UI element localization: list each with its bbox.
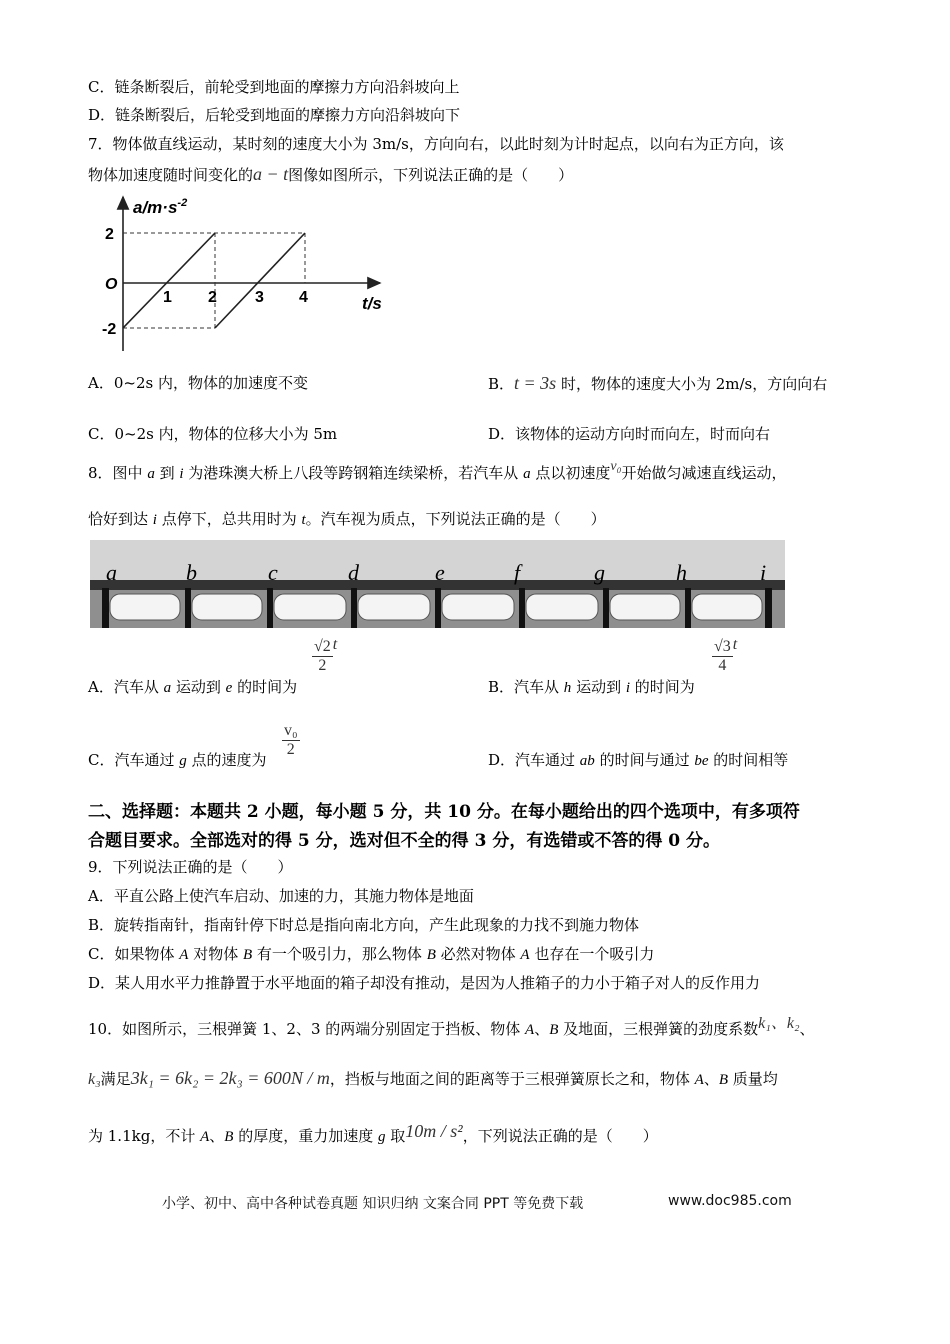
q6-option-d: D．链条断裂后，后轮受到地面的摩擦力方向沿斜坡向下 xyxy=(88,106,461,124)
bridge-label-f: f xyxy=(514,560,521,585)
x-axis-label: t/s xyxy=(362,294,382,313)
x-tick-4: 4 xyxy=(299,289,308,306)
x-tick-1: 1 xyxy=(163,289,172,306)
footer-url[interactable]: www.doc985.com xyxy=(668,1193,792,1209)
bridge-label-e: e xyxy=(435,560,445,585)
section2-header-line2: 合题目要求。全部选对的得 5 分，选对但不全的得 3 分，有选错或不答的得 0 分。 xyxy=(88,831,720,851)
q9-option-d: D．某人用水平力推静置于水平地面的箱子却没有推动，是因为人推箱子的力小于箱子对人的反作用力 xyxy=(88,974,761,992)
q9-option-b: B．旋转指南针，指南针停下时总是指向南北方向，产生此现象的力找不到施力物体 xyxy=(88,916,640,934)
bridge-label-d: d xyxy=(348,560,359,585)
bridge-label-b: b xyxy=(186,560,197,585)
bridge-label-h: h xyxy=(676,560,687,585)
x-tick-3: 3 xyxy=(255,289,264,306)
q10-stem-line1: 10．如图所示，三根弹簧 1、2、3 的两端分别固定于挡板、物体 A、B 及地面，三根弹簧的劲度系数k₁、k₂、 xyxy=(88,1015,815,1038)
q9-option-c: C．如果物体 A 对物体 B 有一个吸引力，那么物体 B 必然对物体 A 也存在一个吸引力 xyxy=(88,945,655,963)
q8-option-b-fraction: $\frac{√3}{4}$ t xyxy=(714,635,738,674)
x-tick-2: 2 xyxy=(208,289,217,306)
y-tick-2: 2 xyxy=(105,226,114,243)
footer-text: 小学、初中、高中各种试卷真题 知识归纳 文案合同 PPT 等免费下载 xyxy=(162,1196,584,1212)
q7-option-d: D．该物体的运动方向时而向左，时而向右 xyxy=(488,425,771,443)
q7-stem-line1: 7．物体做直线运动，某时刻的速度大小为 3m/s，方向向右，以此时刻为计时起点，以向右为正方向，该 xyxy=(88,135,784,153)
segment-0-2s xyxy=(123,233,215,328)
q7-option-b: B．t = 3s 时，物体的速度大小为 2m/s，方向向右 xyxy=(488,373,828,393)
q8-option-a: A．汽车从 a 运动到 e 的时间为 xyxy=(88,678,298,696)
bridge-label-a: a xyxy=(106,560,117,585)
q8-option-c: C．汽车通过 g 点的速度为 xyxy=(88,751,267,769)
q7-at-graph xyxy=(100,193,400,355)
q7-stem-line2: 物体加速度随时间变化的a − t图像如图所示，下列说法正确的是（ ） xyxy=(88,164,574,184)
q8-option-b: B．汽车从 h 运动到 i 的时间为 xyxy=(488,678,695,696)
y-axis-label: $a/m\cdot s^{-2}$ xyxy=(133,197,188,217)
q7-a-t-math: a − t xyxy=(253,164,289,184)
q6-option-c: C．链条断裂后，前轮受到地面的摩擦力方向沿斜坡向上 xyxy=(88,78,460,96)
q7-option-c: C．0~2s 内，物体的位移大小为 5m xyxy=(88,425,338,443)
q7-option-a: A．0~2s 内，物体的加速度不变 xyxy=(88,374,308,392)
section2-header-line1: 二、选择题：本题共 2 小题，每小题 5 分，共 10 分。在每小题给出的四个选项中，有多项符 xyxy=(88,802,800,822)
bridge-label-i: i xyxy=(760,560,767,585)
bridge-label-g: g xyxy=(594,560,605,585)
y-tick-neg2: -2 xyxy=(102,321,117,338)
q10-stem-line3: 为 1.1kg，不计 A、B 的厚度，重力加速度 g 取10m / s²，下列说法正确的是（ ） xyxy=(88,1121,658,1145)
bridge-label-c: c xyxy=(268,560,278,585)
q8-stem-line2: 恰好到达 i 点停下，总共用时为 t。汽车视为质点，下列说法正确的是（ ） xyxy=(88,510,606,528)
q8-option-a-fraction: $\frac{√2}{2}$ t xyxy=(314,635,338,674)
origin-label: O xyxy=(105,276,118,293)
q9-option-a: A．平直公路上使汽车启动、加速的力，其施力物体是地面 xyxy=(88,887,474,905)
q8-stem-line1: 8．图中 a 到 i 为港珠澳大桥上八段等跨钢箱连续梁桥，若汽车从 a 点以初速度v₀开始做匀减速直线运动， xyxy=(88,459,787,482)
segment-2-4s xyxy=(215,233,305,328)
q8-option-c-fraction: $\frac{\text{v₀}}{2}$ xyxy=(284,722,298,758)
q10-stem-line2: k₃满足3k₁ = 6k₂ = 2k₃ = 600N / m，挡板与地面之间的距离等于三根弹簧原长之和，物体 A、B 质量均 xyxy=(88,1068,778,1088)
q8-option-d: D．汽车通过 ab 的时间与通过 be 的时间相等 xyxy=(488,751,789,769)
q9-stem: 9．下列说法正确的是（ ） xyxy=(88,858,293,876)
q8-bridge-image xyxy=(90,540,785,628)
